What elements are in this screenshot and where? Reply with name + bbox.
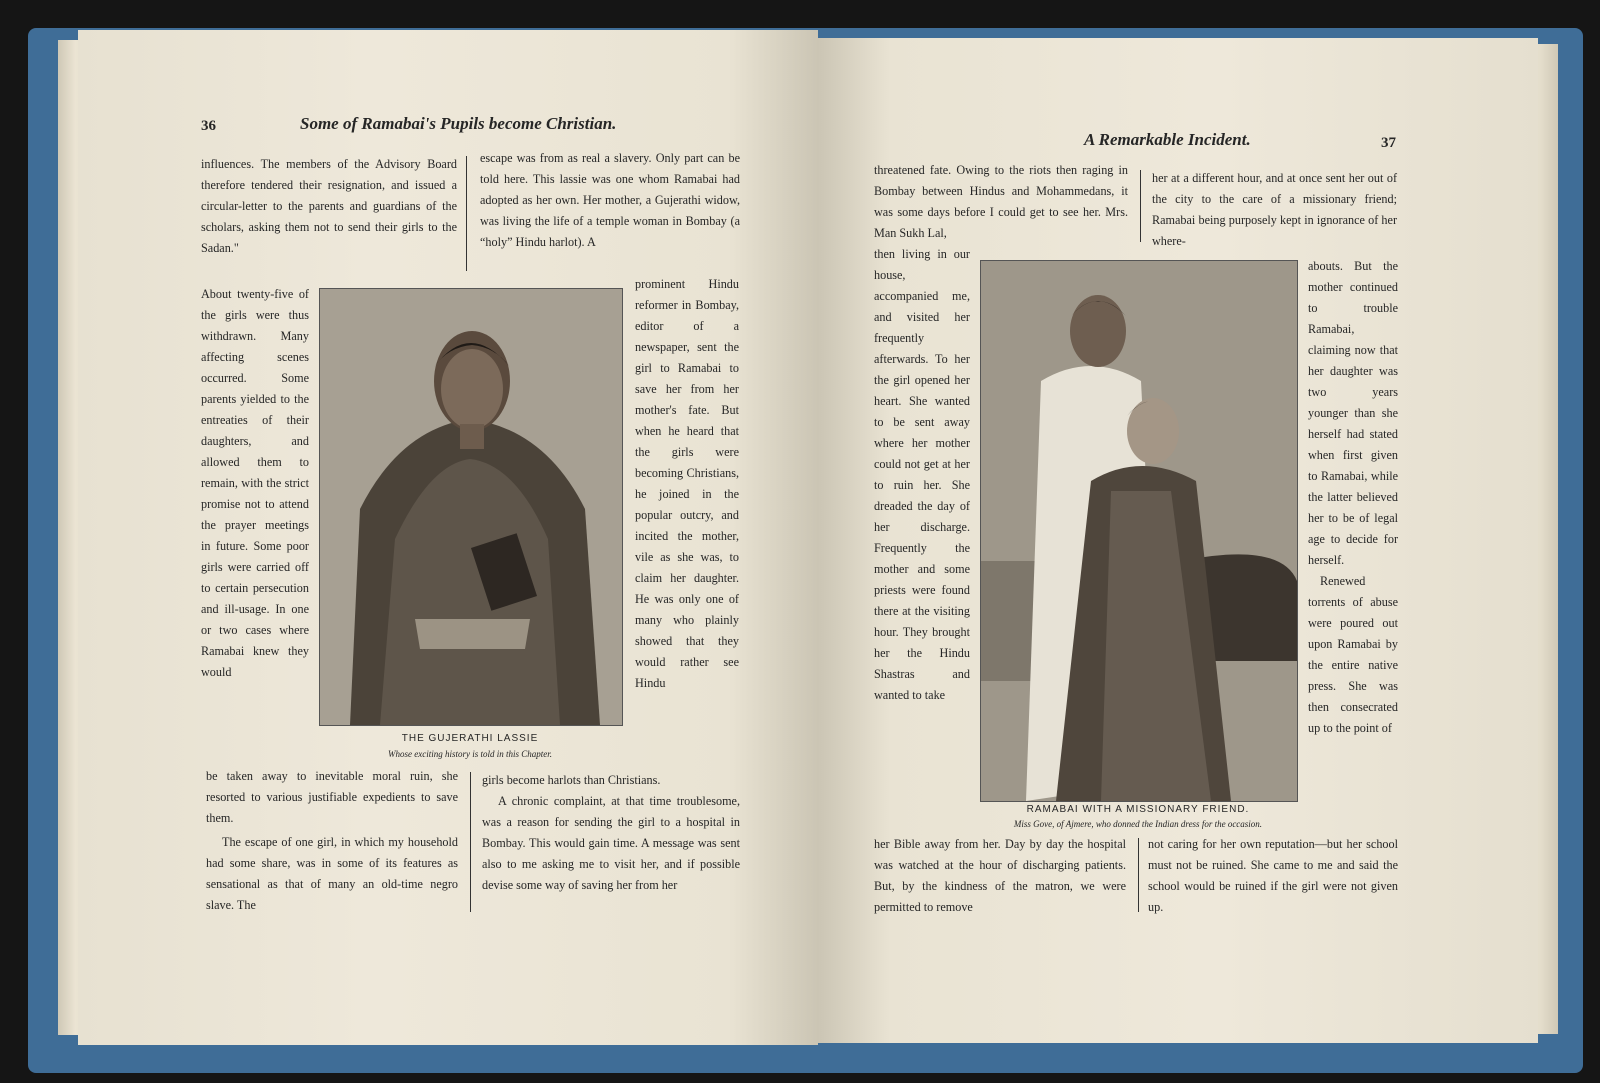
photo-caption-left: THE GUJERATHI LASSIE [401,733,539,744]
right-col1-top: threatened fate. Owing to the riots then raging in Bombay between Hindus and Mohammedans, it was some days before I could get to see her. Mrs. Man Sukh Lal, [874,163,1128,240]
column-rule [470,772,471,912]
left-col2-top: escape was from as real a slavery. Only part can be told here. This lassie was one whom Ramabai had adopted as her own. Her mother, a Gujerathi widow, was living the life of a temple woman in Bombay (a “holy” Hindu harlot). A [480,151,740,249]
running-header-left: Some of Ramabai's Pupils become Christian. [300,114,617,133]
photo-gujerathi-lassie [319,288,623,726]
left-col1-top: influences. The members of the Advisory Board therefore tendered their resignation, and issued a circular-letter to the parents and guardians of the scholars, asking them not to send their girls to the Sadan." [201,157,457,255]
left-col1-bottom: be taken away to inevitable moral ruin, she resorted to various justifiable expedients to save them. The escape of one girl, in which my household had some share, was in some of its features as sensational as that of many an old-time negro slave. The [206,769,458,912]
right-col2-top: her at a different hour, and at once sent her out of the city to the care of a missionary friend; Ramabai being purposely kept in ignorance of her where- [1152,171,1397,248]
photo-subcaption-right: Miss Gove, of Ajmere, who donned the Indian dress for the occasion. [1013,819,1263,829]
right-col1-narrow: then living in our house, accompanied me, and visited her frequently afterwards. To her the girl opened her heart. She wanted to be sent away where her mother could not get at her to ruin her. She dreaded the day of her discharge. Frequently the mother and some priests were found there at the visiting hour. They brought her the Hindu Shastras and wanted to take [874,247,970,702]
column-rule [1138,838,1139,912]
right-col2-bottom: not caring for her own reputation—but her school must not be ruined. She came to me and said the school would be ruined if the girl were not given up. [1148,837,1398,914]
column-rule [466,156,467,271]
page-number-left: 36 [201,118,216,134]
photo-caption-right: RAMABAI WITH A MISSIONARY FRIEND. [1026,804,1250,815]
portrait-illustration [981,261,1297,801]
left-page [78,30,818,1045]
right-page [818,38,1538,1043]
right-col1-bottom: her Bible away from her. Day by day the hospital was watched at the hour of discharging patients. But, by the kindness of the matron, we were permitted to remove [874,837,1126,914]
photo-ramabai-missionary [980,260,1298,802]
portrait-illustration [320,289,622,725]
left-col1-narrow: About twenty-five of the girls were thus withdrawn. Many affecting scenes occurred. Some parents yielded to the entreaties of their daughters, and allowed them to remain, with the strict promise not to attend the prayer meetings in future. Some poor girls were carried off to certain persecution and ill-usage. In one or two cases where Ramabai knew they would [201,287,309,679]
left-col2-bottom: girls become harlots than Christians. A chronic complaint, at that time troublesome, was a reason for sending the girl to a hospital in Bombay. This would gain time. A message was sent also to me asking me to visit her, and if possible devise some way of saving her from her [482,773,740,892]
right-col2-narrow: abouts. But the mother continued to trouble Ramabai, claiming now that her daughter was two years younger than she herself had stated when first given to Ramabai, while the latter believed her to be of legal age to decide for herself. Renewed torrents of abuse were poured out upon Ramabai by the entire native press. She was then consecrated up to the point of [1308,259,1398,735]
page-number-right: 37 [1381,135,1396,151]
photo-subcaption-left: Whose exciting history is told in this Chapter. [388,749,552,759]
running-header-right: A Remarkable Incident. [1084,130,1251,149]
left-col2-narrow: prominent Hindu reformer in Bombay, editor of a newspaper, sent the girl to Ramabai to save her from her mother's fate. But when he heard that the girls were becoming Christians, he joined in the popular outcry, and incited the mother, vile as she was, to claim her daughter. He was only one of many who plainly showed that they would rather see Hindu [635,277,739,690]
column-rule [1140,170,1141,242]
